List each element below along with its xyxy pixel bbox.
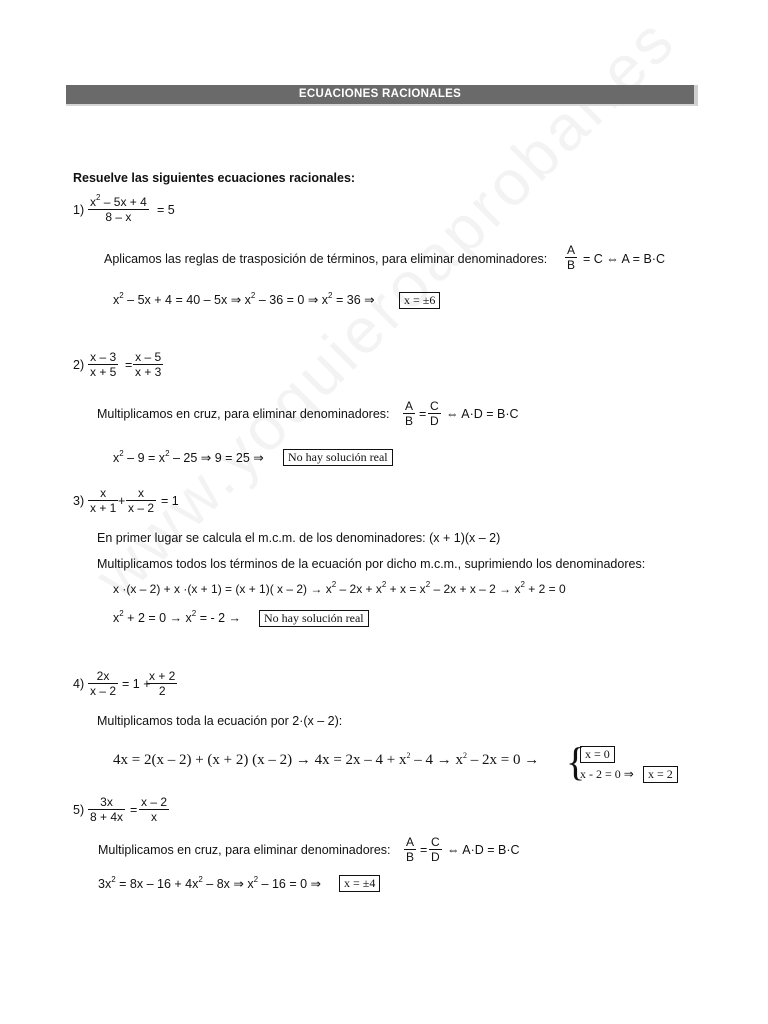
fraction-right <box>139 795 169 824</box>
answer-box: x = ±4 <box>339 875 380 892</box>
denominator: B <box>567 258 576 272</box>
solution-steps: $x^2 - 9 = x^2 - 25$ ⇒ 9 = 25 ⇒ <box>113 449 264 465</box>
rule-text: ⇔ A·D = B·C <box>446 407 519 421</box>
denominator: x – 2 <box>128 501 155 515</box>
denominator: x <box>139 809 169 824</box>
denominator: B <box>405 414 414 428</box>
fraction-left <box>88 350 118 379</box>
denominator: x + 5 <box>90 365 117 379</box>
fraction <box>88 195 149 224</box>
explanation-1: En primer lugar se calcula el m.c.m. de los denominadores: (x + 1)(x – 2) <box>97 531 501 545</box>
fraction-left <box>88 669 118 698</box>
fraction-right <box>147 669 177 698</box>
exercise-number: 1) <box>73 203 85 217</box>
rule-fraction-cd <box>428 399 441 428</box>
explanation: Multiplicamos en cruz, para eliminar denominadores: <box>97 407 390 421</box>
fraction-right <box>133 350 163 379</box>
rule-fraction-ab <box>404 835 416 864</box>
equals-sign: = <box>420 843 428 857</box>
numerator: A <box>406 835 415 849</box>
denominator: 2 <box>147 683 177 698</box>
denominator: 8 + 4x <box>90 810 124 824</box>
equation-rhs: = 1 <box>161 494 179 508</box>
header-bar <box>66 85 698 106</box>
solution-2-text: x - 2 = 0 ⇒ <box>580 767 634 781</box>
fraction-1 <box>88 486 118 515</box>
denominator: D <box>430 414 439 428</box>
denominator: B <box>406 850 415 864</box>
brace: { <box>566 739 586 784</box>
exercise-number: 5) <box>73 803 85 817</box>
exercise-number: 2) <box>73 358 85 372</box>
denominator: 8 – x <box>88 209 149 224</box>
equals-sign: = <box>130 803 138 817</box>
exercise-number: 3) <box>73 494 85 508</box>
solution-steps: 4x = 2(x – 2) + (x + 2) $(x - 2) \to 4x = 2x - 4 + x^2 - 4 \to x^2 - 2x = 0$ → <box>113 751 540 768</box>
numerator: x – 2 <box>141 795 168 809</box>
page-title: ECUACIONES RACIONALES <box>298 88 462 100</box>
equals-sign: = <box>419 407 427 421</box>
equation-middle: = 1 + <box>122 677 151 691</box>
solution-line-2: $x^2 + 2 = 0 \to x^2$ = - 2 → <box>113 609 242 625</box>
numerator: A <box>567 243 576 257</box>
numerator: x – 5 <box>135 350 162 364</box>
equation-rhs: = 5 <box>157 203 175 217</box>
denominator: D <box>431 850 440 864</box>
explanation-2: Multiplicamos todos los términos de la ecuación por dicho m.c.m., suprimiendo los denominadores: <box>97 557 646 571</box>
numerator: A <box>405 399 414 413</box>
denominator: x – 2 <box>90 684 117 698</box>
rule-fraction-cd <box>429 835 442 864</box>
equals-sign: = <box>125 358 133 372</box>
solution-line-1: x ·(x – 2) + x ·(x + 1) = (x + 1)( $x - 2) \to x^2 - 2x + x^2 + x = x^2 - 2x + x - 2 \to x^2 + 2 = 0$ <box>113 580 566 596</box>
numerator: 2x <box>96 669 110 683</box>
numerator: x – 3 <box>90 350 117 364</box>
rule-fraction <box>565 243 577 272</box>
explanation: Multiplicamos en cruz, para eliminar denominadores: <box>98 843 391 857</box>
numerator: 3x <box>100 795 113 809</box>
rule-text: ⇔ A·D = B·C <box>447 843 520 857</box>
solution-steps: $3x^2 = 8x - 16 + 4x^2 - 8x$ ⇒ $x^2 - 16 = 0$ ⇒ <box>98 875 321 891</box>
plus-sign: + <box>118 494 126 508</box>
denominator: x + 1 <box>90 501 117 515</box>
answer-box: No hay solución real <box>283 449 393 466</box>
numerator: x <box>100 486 107 500</box>
exercise-number: 4) <box>73 677 85 691</box>
explanation: Multiplicamos toda la ecuación por 2·(x – 2): <box>97 714 343 728</box>
numerator: x + 2 <box>149 669 176 683</box>
answer-box: No hay solución real <box>259 610 369 627</box>
numerator: C <box>430 399 439 413</box>
explanation: Aplicamos las reglas de trasposición de términos, para eliminar denominadores: <box>104 252 548 266</box>
numerator: $x^2 - 5x + 4$ <box>90 193 147 209</box>
numerator: x <box>138 486 144 500</box>
rule-text: = C ⇔ A = B·C <box>583 252 665 266</box>
denominator: x + 3 <box>135 365 162 379</box>
fraction-2 <box>126 486 156 515</box>
answer-box-1: x = 0 <box>580 746 615 763</box>
answer-box-2: x = 2 <box>643 766 678 783</box>
numerator: C <box>431 835 440 849</box>
answer-box: x = ±6 <box>399 292 440 309</box>
solution-steps: $x^2 - 5x + 4 = 40 - 5x$ ⇒ $x^2 - 36 = 0$ ⇒ $x^2 = 36$ ⇒ <box>113 291 375 307</box>
instructions: Resuelve las siguientes ecuaciones racionales: <box>73 171 356 185</box>
fraction-left <box>88 795 125 824</box>
rule-fraction-ab <box>403 399 415 428</box>
